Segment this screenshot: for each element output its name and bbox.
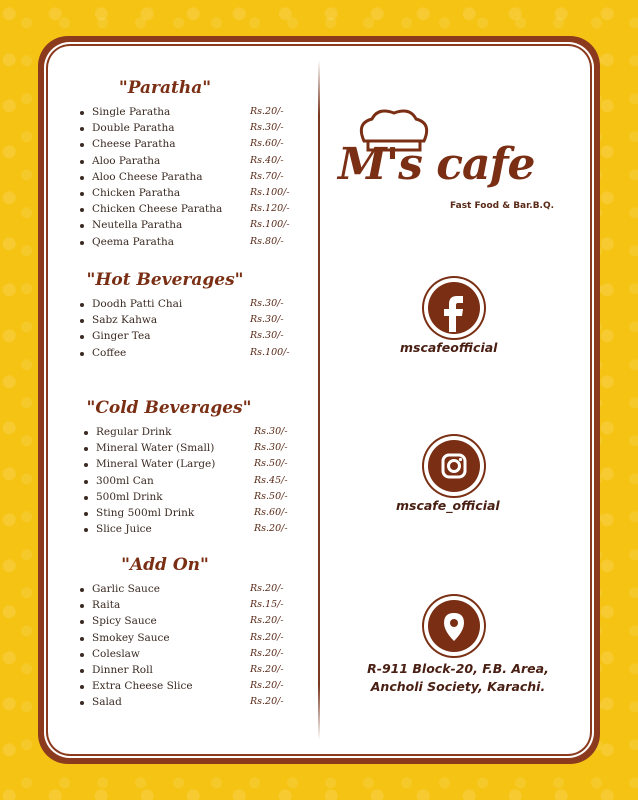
menu-item-name: Neutella Paratha bbox=[92, 219, 183, 232]
bullet-icon bbox=[80, 127, 84, 131]
menu-item bbox=[84, 491, 314, 507]
bullet-icon bbox=[80, 620, 84, 624]
section-title-hot-beverages: "Hot Beverages" bbox=[86, 270, 244, 290]
menu-item-name: Coleslaw bbox=[92, 647, 140, 660]
menu-item-name: Coffee bbox=[92, 346, 127, 359]
menu-item-price: Rs.20/- bbox=[250, 663, 284, 675]
menu-item-price: Rs.50/- bbox=[254, 458, 288, 470]
menu-item bbox=[80, 236, 310, 252]
section-title-cold-beverages: "Cold Beverages" bbox=[86, 398, 252, 418]
bullet-icon bbox=[80, 352, 84, 356]
section-cold-beverages bbox=[84, 398, 314, 539]
menu-item bbox=[84, 426, 314, 442]
menu-item bbox=[84, 507, 314, 523]
menu-item-name: Extra Cheese Slice bbox=[92, 680, 193, 693]
section-hot-beverages bbox=[80, 270, 310, 363]
menu-item-price: Rs.20/- bbox=[250, 696, 284, 708]
instagram-glyph-icon bbox=[428, 440, 480, 492]
center-divider bbox=[318, 60, 320, 740]
bullet-icon bbox=[80, 669, 84, 673]
menu-item-name: Aloo Paratha bbox=[92, 154, 161, 167]
bullet-icon bbox=[84, 512, 88, 516]
menu-item bbox=[80, 219, 310, 235]
menu-item-name: Ginger Tea bbox=[92, 330, 151, 343]
menu-item-price: Rs.100/- bbox=[250, 346, 290, 358]
menu-item-name: Dinner Roll bbox=[92, 663, 153, 676]
section-add-on bbox=[80, 555, 310, 713]
bullet-icon bbox=[80, 192, 84, 196]
bullet-icon bbox=[84, 528, 88, 532]
section-title-paratha: "Paratha" bbox=[118, 78, 212, 98]
menu-item-price: Rs.20/- bbox=[250, 647, 284, 659]
menu-item-name: Smokey Sauce bbox=[92, 631, 170, 644]
bullet-icon bbox=[80, 319, 84, 323]
menu-item bbox=[80, 171, 310, 187]
facebook-glyph-icon bbox=[428, 282, 480, 334]
menu-item-price: Rs.20/- bbox=[254, 523, 288, 535]
brand-logo bbox=[338, 105, 578, 225]
section-title-add-on: "Add On" bbox=[121, 555, 209, 575]
bullet-icon bbox=[80, 604, 84, 608]
menu-item-price: Rs.40/- bbox=[250, 154, 284, 166]
menu-item-name: Double Paratha bbox=[92, 122, 175, 135]
menu-item-price: Rs.30/- bbox=[254, 442, 288, 454]
address-line-1: R-911 Block-20, F.B. Area, bbox=[367, 661, 549, 676]
bullet-icon bbox=[84, 480, 88, 484]
menu-item-name: Single Paratha bbox=[92, 106, 171, 118]
menu-item-price: Rs.20/- bbox=[250, 680, 284, 692]
menu-item-price: Rs.15/- bbox=[250, 599, 284, 611]
menu-item-name: Raita bbox=[92, 599, 121, 612]
menu-item bbox=[80, 599, 310, 615]
menu-item bbox=[80, 106, 310, 122]
bullet-icon bbox=[80, 303, 84, 307]
menu-item-price: Rs.100/- bbox=[250, 219, 290, 231]
menu-item-name: Chicken Cheese Paratha bbox=[92, 203, 223, 216]
menu-item bbox=[84, 475, 314, 491]
menu-item bbox=[80, 615, 310, 631]
hot-beverages-list bbox=[80, 298, 310, 363]
menu-item bbox=[80, 122, 310, 138]
bullet-icon bbox=[84, 431, 88, 435]
menu-item-price: Rs.70/- bbox=[250, 170, 284, 182]
paratha-list bbox=[80, 106, 310, 252]
menu-item-price: Rs.30/- bbox=[250, 298, 284, 309]
bullet-icon bbox=[80, 685, 84, 689]
menu-item bbox=[80, 187, 310, 203]
instagram-handle[interactable]: mscafe_official bbox=[396, 498, 500, 513]
bullet-icon bbox=[84, 447, 88, 451]
bullet-icon bbox=[80, 208, 84, 212]
menu-item-name: Sabz Kahwa bbox=[92, 314, 158, 327]
menu-item bbox=[80, 347, 310, 363]
menu-item-name: Mineral Water (Large) bbox=[96, 458, 216, 471]
menu-item bbox=[80, 155, 310, 171]
bullet-icon bbox=[80, 637, 84, 641]
menu-item-price: Rs.20/- bbox=[250, 615, 284, 627]
menu-item-price: Rs.80/- bbox=[250, 235, 284, 247]
cold-beverages-list bbox=[84, 426, 314, 539]
menu-item-name: Spicy Sauce bbox=[92, 615, 157, 628]
menu-item-price: Rs.45/- bbox=[254, 474, 288, 486]
menu-item-price: Rs.20/- bbox=[250, 106, 284, 117]
menu-item-price: Rs.60/- bbox=[254, 506, 288, 518]
bullet-icon bbox=[80, 224, 84, 228]
bullet-icon bbox=[84, 496, 88, 500]
menu-item-name: Doodh Patti Chai bbox=[92, 298, 183, 310]
menu-item-price: Rs.30/- bbox=[250, 314, 284, 326]
menu-item bbox=[80, 696, 310, 712]
menu-item-price: Rs.50/- bbox=[254, 490, 288, 502]
bullet-icon bbox=[80, 143, 84, 147]
bullet-icon bbox=[80, 653, 84, 657]
bullet-icon bbox=[80, 160, 84, 164]
menu-item-price: Rs.30/- bbox=[254, 426, 288, 437]
menu-item-name: Mineral Water (Small) bbox=[96, 442, 215, 455]
menu-item bbox=[80, 680, 310, 696]
menu-item-price: Rs.100/- bbox=[250, 186, 290, 198]
menu-item-name: Salad bbox=[92, 696, 122, 709]
logo-text: M's cafe bbox=[338, 139, 535, 190]
menu-item bbox=[80, 203, 310, 219]
facebook-icon[interactable] bbox=[428, 282, 480, 334]
menu-item bbox=[84, 442, 314, 458]
menu-item bbox=[80, 138, 310, 154]
menu-item-name: Garlic Sauce bbox=[92, 583, 160, 595]
logo-tagline: Fast Food & Bar.B.Q. bbox=[450, 201, 555, 211]
menu-item bbox=[84, 523, 314, 539]
menu-item-name: 300ml Can bbox=[96, 474, 154, 487]
menu-item-name: Aloo Cheese Paratha bbox=[92, 170, 203, 183]
bullet-icon bbox=[80, 701, 84, 705]
address-line-2: Ancholi Society, Karachi. bbox=[370, 679, 546, 694]
menu-item-name: Qeema Paratha bbox=[92, 235, 174, 248]
bullet-icon bbox=[80, 241, 84, 245]
menu-item bbox=[80, 330, 310, 346]
bullet-icon bbox=[80, 588, 84, 592]
menu-item-name: Cheese Paratha bbox=[92, 138, 176, 151]
bullet-icon bbox=[80, 335, 84, 339]
instagram-icon[interactable] bbox=[428, 440, 480, 492]
menu-item-price: Rs.60/- bbox=[250, 138, 284, 150]
map-pin-glyph-icon bbox=[428, 600, 480, 652]
location-pin-icon bbox=[428, 600, 480, 652]
facebook-handle[interactable]: mscafeofficial bbox=[400, 340, 498, 355]
menu-item bbox=[80, 632, 310, 648]
menu-item-name: Sting 500ml Drink bbox=[96, 506, 195, 519]
menu-item-name: Chicken Paratha bbox=[92, 186, 181, 199]
bullet-icon bbox=[80, 176, 84, 180]
menu-item-name: Regular Drink bbox=[96, 426, 172, 438]
menu-item-price: Rs.120/- bbox=[250, 203, 290, 215]
menu-item bbox=[84, 458, 314, 474]
menu-item-name: 500ml Drink bbox=[96, 490, 163, 503]
menu-item bbox=[80, 648, 310, 664]
menu-item-price: Rs.30/- bbox=[250, 122, 284, 134]
menu-item-price: Rs.20/- bbox=[250, 583, 284, 594]
section-paratha bbox=[80, 78, 310, 252]
bullet-icon bbox=[84, 463, 88, 467]
menu-item bbox=[80, 583, 310, 599]
add-on-list bbox=[80, 583, 310, 713]
menu-item-name: Slice Juice bbox=[96, 523, 152, 536]
menu-item bbox=[80, 314, 310, 330]
menu-item bbox=[80, 664, 310, 680]
bullet-icon bbox=[80, 111, 84, 115]
address bbox=[338, 660, 578, 696]
menu-item-price: Rs.30/- bbox=[250, 330, 284, 342]
menu-item bbox=[80, 298, 310, 314]
menu-item-price: Rs.20/- bbox=[250, 631, 284, 643]
